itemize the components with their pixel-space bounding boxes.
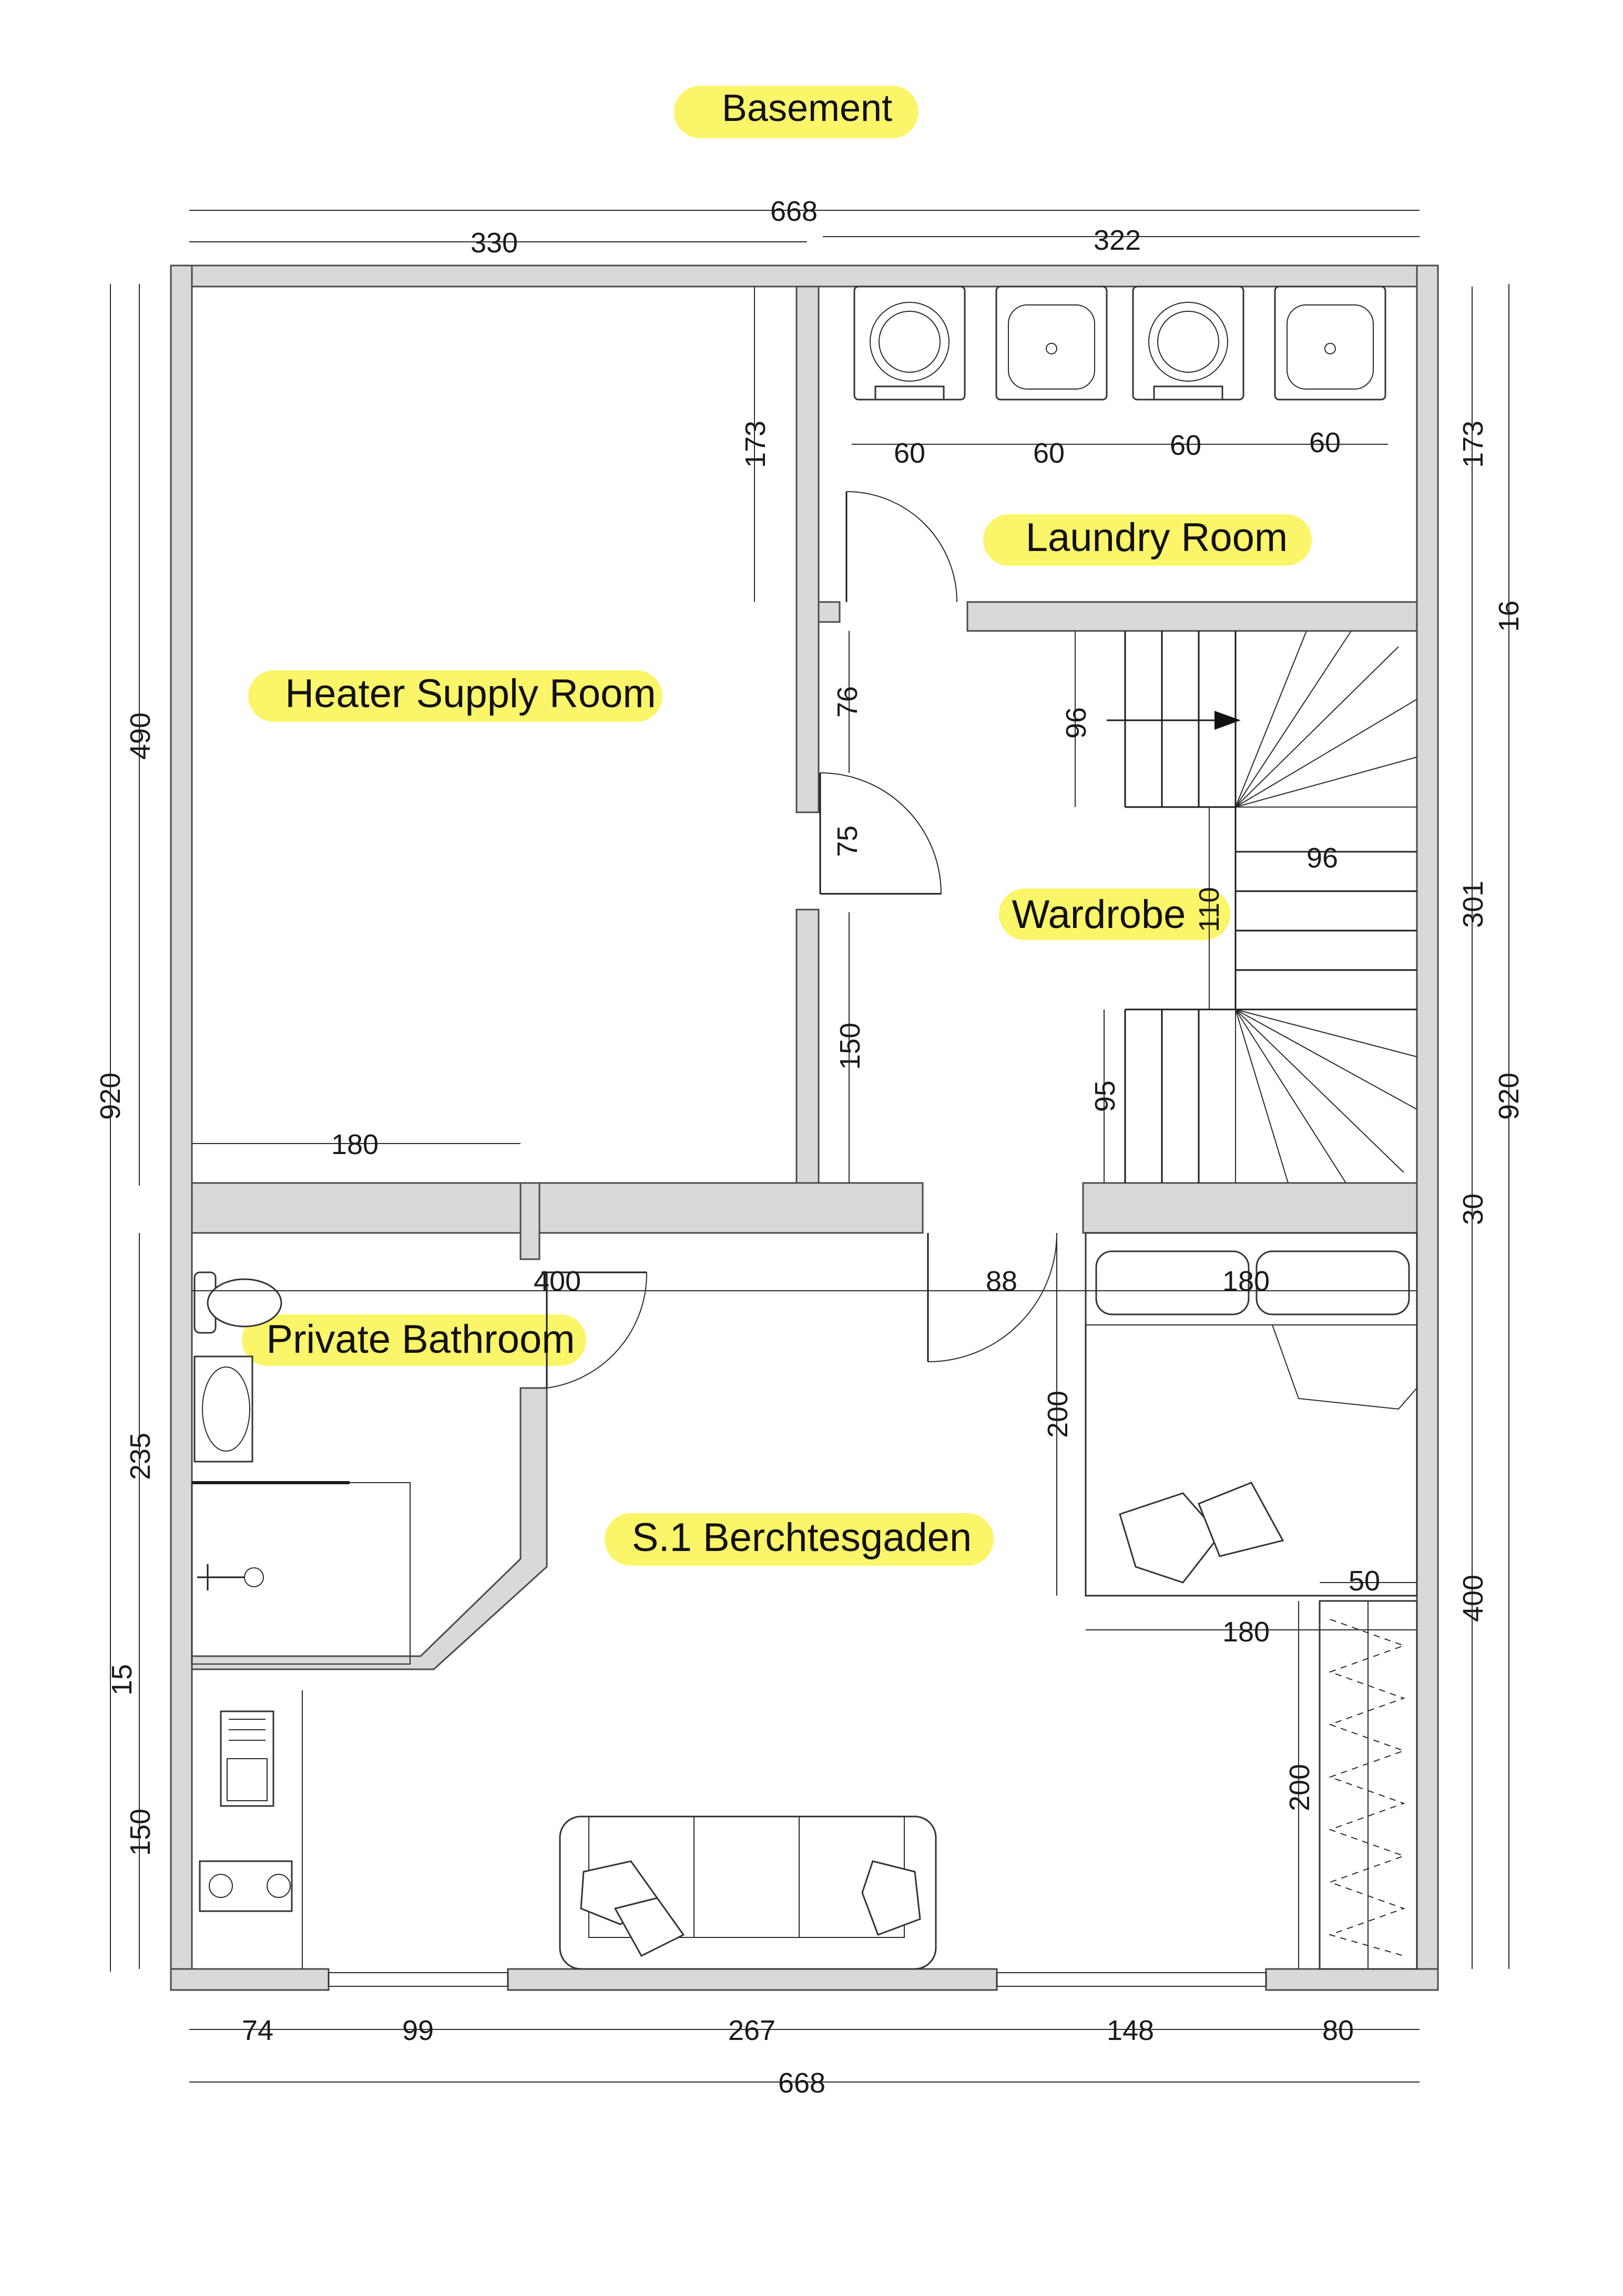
dim-left-235: 235 bbox=[125, 1432, 156, 1481]
dim-top-right: 322 bbox=[1093, 225, 1141, 256]
dim-machine-2: 60 bbox=[1033, 437, 1065, 469]
washing-machine-icon bbox=[854, 287, 965, 400]
wall-mid-stub bbox=[520, 1183, 539, 1259]
dim-door-76: 76 bbox=[832, 686, 863, 718]
wall-laundry bbox=[967, 602, 1417, 631]
sofa-icon bbox=[560, 1817, 936, 1969]
dim-left-15: 15 bbox=[106, 1664, 138, 1696]
dim-stair-110: 110 bbox=[1193, 886, 1225, 933]
dim-bottom-99: 99 bbox=[402, 2015, 434, 2046]
wall-mid-left bbox=[192, 1183, 923, 1233]
wall-right bbox=[1417, 266, 1438, 1990]
dim-bottom-74: 74 bbox=[241, 2015, 274, 2046]
dim-laundry-173: 173 bbox=[740, 420, 771, 468]
dim-top-left: 330 bbox=[470, 227, 518, 259]
kitchenette bbox=[200, 1711, 292, 1911]
dim-stair-96-h: 96 bbox=[1306, 842, 1339, 874]
shower-area bbox=[192, 1483, 410, 1664]
wall-bottom-2 bbox=[508, 1969, 997, 1990]
dim-heater-180: 180 bbox=[331, 1129, 379, 1160]
kitchen-sink-icon bbox=[221, 1711, 273, 1806]
dim-bed-180-top: 180 bbox=[1222, 1266, 1270, 1297]
dim-left-150: 150 bbox=[125, 1808, 156, 1856]
wall-partition-upper bbox=[797, 287, 819, 812]
dim-wardrobe-200: 200 bbox=[1284, 1763, 1315, 1812]
title: Basement bbox=[721, 87, 893, 129]
room-label-bathroom: Private Bathroom bbox=[266, 1317, 575, 1362]
dim-right-301: 301 bbox=[1457, 880, 1489, 928]
dim-bottom-80: 80 bbox=[1322, 2015, 1354, 2046]
wall-bottom-3 bbox=[1266, 1969, 1438, 1990]
dim-bottom-267: 267 bbox=[728, 2015, 776, 2046]
wall-partition-lower bbox=[797, 910, 819, 1183]
dim-right-920: 920 bbox=[1493, 1072, 1525, 1120]
wall-top bbox=[171, 266, 1438, 287]
dim-wardrobe-50: 50 bbox=[1348, 1565, 1381, 1597]
room-label-wardrobe: Wardrobe bbox=[1012, 892, 1186, 937]
dim-stair-96-v: 96 bbox=[1060, 707, 1092, 739]
dim-right-400: 400 bbox=[1457, 1574, 1489, 1622]
dim-bottom-total: 668 bbox=[778, 2067, 826, 2099]
room-label-laundry: Laundry Room bbox=[1025, 515, 1288, 560]
dim-door-75: 75 bbox=[832, 825, 863, 858]
dim-span-400: 400 bbox=[533, 1266, 581, 1297]
room-label-bedroom: S.1 Berchtesgaden bbox=[631, 1515, 972, 1560]
wall-bottom-1 bbox=[171, 1969, 329, 1990]
sink-icon bbox=[195, 1356, 252, 1462]
window-2 bbox=[997, 1973, 1266, 1986]
dim-stair-95: 95 bbox=[1089, 1080, 1121, 1113]
dim-machine-4: 60 bbox=[1309, 427, 1341, 458]
room-label-heater: Heater Supply Room bbox=[285, 671, 656, 716]
dim-bed-200: 200 bbox=[1042, 1390, 1074, 1438]
dim-left-490: 490 bbox=[125, 712, 156, 760]
stair-arrow-icon bbox=[1214, 711, 1241, 730]
wall-left bbox=[171, 266, 192, 1990]
window-1 bbox=[329, 1973, 508, 1986]
dim-machine-3: 60 bbox=[1169, 430, 1202, 461]
wall-stub-1 bbox=[819, 602, 840, 622]
dim-top-total: 668 bbox=[770, 196, 818, 227]
dim-bed-180-bot: 180 bbox=[1222, 1616, 1270, 1648]
dim-bottom-148: 148 bbox=[1106, 2015, 1155, 2046]
laundry-fixtures bbox=[854, 287, 1385, 400]
dim-wall-150: 150 bbox=[834, 1022, 866, 1070]
shower-icon bbox=[197, 1564, 263, 1590]
dim-machine-1: 60 bbox=[893, 437, 926, 469]
dim-right-30: 30 bbox=[1457, 1193, 1489, 1226]
dim-left-920: 920 bbox=[95, 1072, 126, 1120]
sink-icon bbox=[1275, 287, 1385, 400]
dim-right-16: 16 bbox=[1493, 600, 1525, 632]
wardrobe-closet bbox=[1320, 1601, 1417, 1969]
dim-right-173: 173 bbox=[1457, 420, 1489, 468]
dim-span-88: 88 bbox=[985, 1266, 1018, 1297]
washing-machine-icon bbox=[1133, 287, 1243, 400]
stove-icon bbox=[200, 1861, 292, 1911]
sink-icon bbox=[996, 287, 1107, 400]
wall-mid-right bbox=[1083, 1183, 1417, 1233]
